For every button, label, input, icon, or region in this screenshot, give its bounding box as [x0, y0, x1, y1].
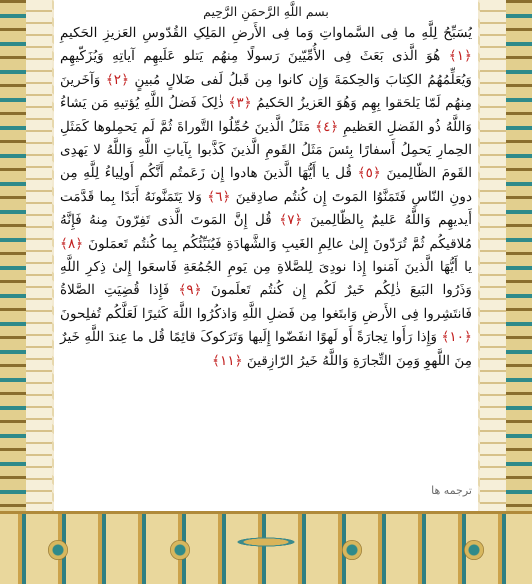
basmala: بسم اللَّهِ الرَّحمَنِ الرَّحِيم — [203, 4, 329, 19]
verse-number: ﴿٥﴾ — [357, 165, 381, 182]
left-ornament-border — [0, 0, 28, 584]
verse-number: ﴿٢﴾ — [105, 71, 130, 88]
bottom-ornament-band — [0, 511, 532, 584]
quran-text-panel — [54, 0, 478, 518]
verse-text: وَآخَرينَ مِنهُم لَمّا يَلحَقوا بِهِم وَهُوَ العَزيزُ الحَکيمُ — [60, 71, 473, 112]
verse-text: قُل يا أَيُّهَا الَّذينَ هادوا إِن زَعَمتُم أَنَّکُم أَولِياءُ لِلَّهِ مِن دونِ النّاسِ فَتَمَنَّوُا المَوتَ إِن کُنتُم صادِقينَ — [60, 165, 472, 205]
verse-number: ﴿٦﴾ — [207, 188, 231, 205]
verse-text: وَإِذا رَأَوا تِجارَةً أَو لَهوًا انفَضّوا إِلَيها وَتَرَکوکَ قائِمًا قُل ما عِندَ اللَّهِ خَيرٌ مِنَ اللَّهوِ وَمِنَ التِّجارَةِ وَاللَّهُ خَيرُ الرّازِقينَ — [60, 329, 472, 369]
translations-link[interactable]: ترجمه ها — [431, 484, 472, 497]
right-ornament-border — [504, 0, 532, 584]
verses-block — [60, 22, 472, 373]
medallion-ornament — [464, 540, 484, 560]
medallion-ornament — [342, 540, 362, 560]
verse-number: ﴿١١﴾ — [212, 352, 243, 369]
verse-text: فَإِذا قُضِيَتِ الصَّلاةُ فَانتَشِروا فِی الأَرضِ وَابتَغوا مِن فَضلِ اللَّهِ وَاذکُرُوا اللَّهَ کَثيرًا لَعَلَّکُم تُفلِحونَ — [60, 282, 472, 322]
verse-text: قُل إِنَّ المَوتَ الَّذی تَفِرّونَ مِنهُ فَإِنَّهُ مُلاقيکُم ثُمَّ تُرَدّونَ إِلیٰ عالِمِ الغَيبِ وَالشَّهادَةِ فَيُنَبِّئُکُم بِما کُنتُم تَعمَلونَ — [60, 212, 472, 252]
verse-text: مَثَلُ الَّذينَ حُمِّلُوا التَّوراةَ ثُمَّ لَم يَحمِلوها کَمَثَلِ الحِمارِ يَحمِلُ أَسفارًا بِئسَ مَثَلُ القَومِ الَّذينَ کَذَّبوا بِآياتِ اللَّهِ وَاللَّهُ لا يَهدِی القَومَ الظّالِمينَ — [60, 118, 472, 182]
verse-text: يا أَيُّهَا الَّذينَ آمَنوا إِذا نودِیَ لِلصَّلاةِ مِن يَومِ الجُمُعَةِ فَاسعَوا إِلیٰ ذِکرِ اللَّهِ وَذَرُوا البَيعَ ذٰلِکُم خَيرٌ لَکُم إِن کُنتُم تَعلَمونَ — [60, 259, 472, 299]
left-inner-ornament — [26, 0, 52, 524]
verse-number: ﴿٣﴾ — [228, 95, 252, 112]
verse-11 — [60, 329, 472, 368]
right-inner-ornament — [480, 0, 506, 524]
medallion-ornament — [170, 540, 190, 560]
verse-text: ذٰلِکَ فَضلُ اللَّهِ يُؤتيهِ مَن يَشاءُ وَاللَّهُ ذُو الفَضلِ العَظيمِ — [60, 95, 472, 135]
verse-number: ﴿١٠﴾ — [441, 329, 472, 346]
verse-2 — [60, 48, 472, 87]
verse-text: هُوَ الَّذی بَعَثَ فِی الأُمِّيّينَ رَسولًا مِنهُم يَتلو عَلَيهِم آياتِهِ وَيُزَکّيهِم وَيُعَلِّمُهُمُ الکِتابَ وَالحِکمَةَ وَإِن کانوا مِن قَبلُ لَفی ضَلالٍ مُبينٍ — [60, 48, 472, 88]
verse-number: ﴿٨﴾ — [60, 235, 84, 252]
medallion-ornament — [48, 540, 68, 560]
verse-text: وَلا يَتَمَنَّونَهُ أَبَدًا بِما قَدَّمَت أَيديهِم وَاللَّهُ عَليمٌ بِالظّالِمينَ — [60, 188, 472, 229]
verse-number: ﴿٩﴾ — [178, 282, 202, 299]
verse-number: ﴿٤﴾ — [315, 118, 339, 135]
verse-text: يُسَبِّحُ لِلَّهِ ما فِی السَّماواتِ وَما فِی الأَرضِ المَلِکِ القُدّوسِ العَزيزِ الحَکيمِ — [60, 25, 472, 41]
verse-number: ﴿٧﴾ — [279, 212, 303, 229]
verse-number: ﴿١﴾ — [448, 48, 472, 65]
